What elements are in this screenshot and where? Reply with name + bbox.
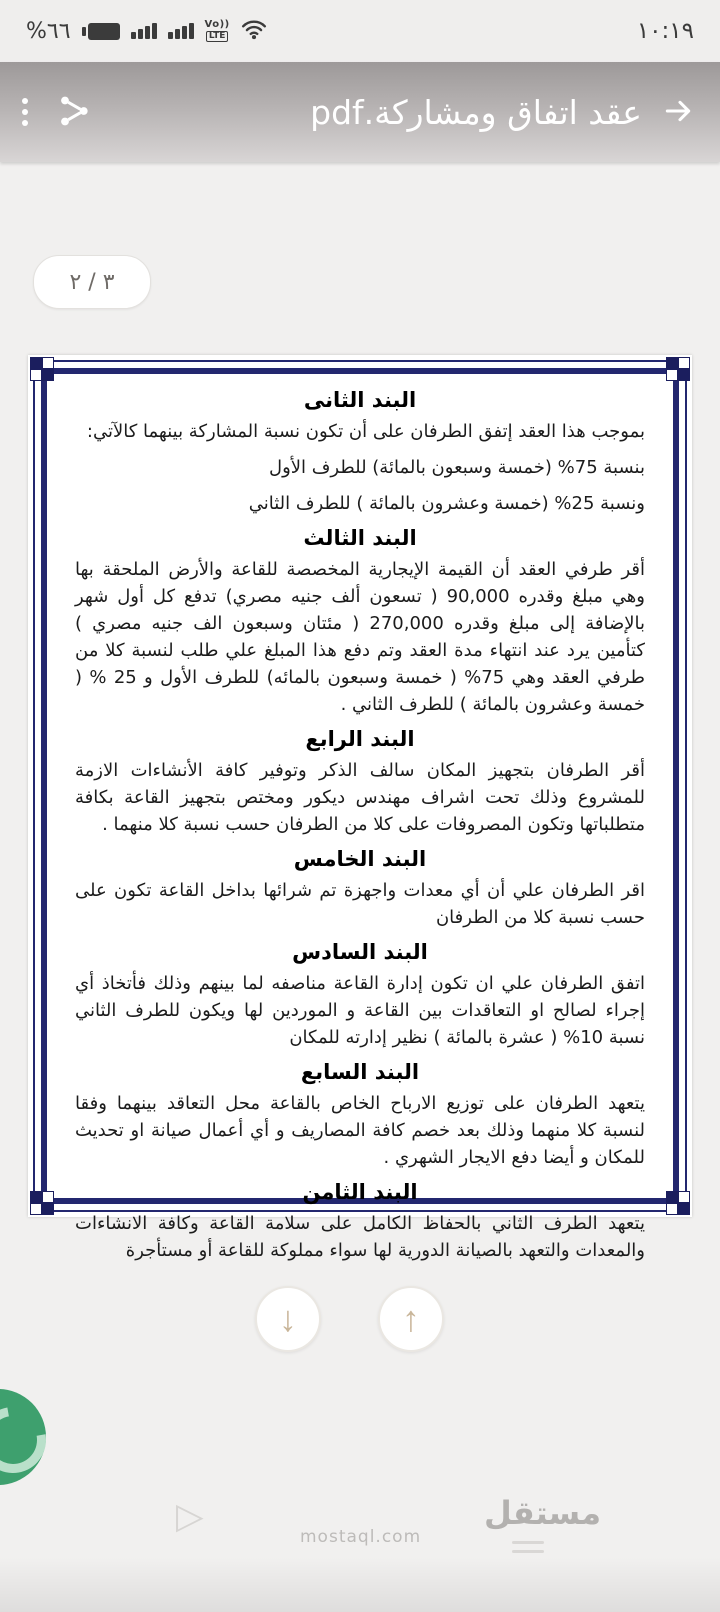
clause-heading: البند الثامن: [302, 1180, 418, 1204]
clause-sixth: [75, 940, 645, 1051]
status-icons-cluster: [26, 18, 267, 44]
clause-paragraph: ونسبة 25% (خمسة وعشرون بالمائة ) للطرف الثاني: [248, 493, 645, 514]
next-page-button[interactable]: [255, 1286, 321, 1352]
back-arrow-icon: [658, 95, 698, 130]
clause-paragraph: أقر الطرفان بتجهيز المكان سالف الذكر وتوفير كافة الأنشاءات الازمة للمشروع وذلك تحت اشراف مهندس ديكور ومختص بتجهيز القاعة بكافة متطلباتها وتكون المصروفات على كلا من الطرفان حسب نسبة كلا منهما .: [75, 760, 645, 835]
clause-heading: البند السابع: [300, 1060, 420, 1084]
signal-bars-icon-sim2: [168, 23, 194, 39]
down-arrow-icon: ↓: [279, 1298, 297, 1339]
clause-paragraph: بنسبة 75% (خمسة وسبعون بالمائة) للطرف الأول: [269, 457, 645, 478]
clause-paragraph: اتفق الطرفان علي ان تكون إدارة القاعة مناصفه لما بينهم وذلك فأتخاذ أي إجراء لصالح او التعاقدات بين القاعة و الموردين لها ويكون للطرف الثاني نسبة 10% ( عشرة بالمائة ) نظير إدارته للمكان: [75, 973, 645, 1048]
overflow-menu-icon: [22, 98, 28, 126]
status-bar: [0, 0, 720, 62]
clause-eighth: [75, 1180, 645, 1264]
watermark-domain: mostaql.com: [300, 1527, 422, 1547]
clause-paragraph: يتعهد الطرف الثاني بالحفاظ الكامل على سلامة القاعة وكافة الانشاءات والمعدات والتعهد بالصيانة الدورية لها سواء مملوكة للقاعة أو مستأجرة: [75, 1213, 645, 1261]
bottom-shade: [0, 1557, 720, 1612]
signal-bars-icon: [131, 23, 157, 39]
clause-paragraph: بموجب هذا العقد إتفق الطرفان على أن تكون نسبة المشاركة بينهما كالآتي:: [86, 421, 645, 442]
mostaql-logo-badge: [0, 1389, 46, 1485]
volte-bottom-label: LTE: [206, 31, 229, 42]
back-button[interactable]: [658, 95, 698, 130]
clause-third: [75, 526, 645, 718]
volte-icon: [205, 20, 230, 42]
clock: ١٠:١٩: [636, 18, 694, 44]
play-icon: ▷: [176, 1496, 204, 1537]
clause-heading: البند الخامس: [293, 847, 427, 871]
previous-page-button[interactable]: [378, 1286, 444, 1352]
watermark-brand: مستقل: [484, 1494, 602, 1532]
battery-percent: ٦٦%: [26, 18, 71, 44]
clause-paragraph: يتعهد الطرفان على توزيع الارباح الخاص بالقاعة محل التعاقد بينهما وفقا لنسبة كلا منهما وذلك بعد خصم كافة المصاريف و أي أعمال صيانة او تحديث للمكان و أيضا دفع الايجار الشهري .: [75, 1093, 645, 1168]
document-body: [47, 374, 673, 1261]
clause-heading: البند الثالث: [303, 526, 417, 550]
clause-heading: البند الثانى: [303, 388, 417, 412]
volte-top-label: Vo)): [204, 19, 230, 30]
battery-icon: [82, 23, 120, 40]
share-button[interactable]: [56, 93, 92, 132]
wifi-icon: [241, 18, 267, 44]
clause-fifth: [75, 847, 645, 931]
clause-seventh: [75, 1060, 645, 1171]
clause-heading: البند السادس: [292, 940, 428, 964]
clause-fourth: [75, 727, 645, 838]
clause-paragraph: اقر الطرفان علي أن أي معدات واجهزة تم شرائها بداخل القاعة تكون على حسب نسبة كلا من الطرفان: [75, 880, 645, 928]
app-bar: [0, 62, 720, 162]
menu-lines-icon: [512, 1541, 544, 1553]
clause-heading: البند الرابع: [305, 727, 415, 751]
clause-second: [75, 388, 645, 517]
overflow-menu-button[interactable]: [22, 98, 56, 126]
up-arrow-icon: ↑: [402, 1298, 420, 1339]
document-title: عقد اتفاق ومشاركة.pdf: [310, 92, 642, 132]
share-icon: [56, 93, 92, 132]
page-indicator: ٣ / ٢: [33, 255, 151, 309]
clause-paragraph: أقر طرفي العقد أن القيمة الإيجارية المخصصة للقاعة والأرض الملحقة بها وهي مبلغ وقدره 90,000 ( تسعون ألف جنيه مصري) تدفع كل أول شهر بالإضافة إلى مبلغ وقدره 270,000 ( مئتان وسبعون الف جنيه مصري ) كتأمين يرد عند انتهاء مدة العقد وتم دفع هذا المبلغ علي طلب لنسبة كلا من طرفي العقد وهي 75% ( خمسة وسبعون بالمائه) للطرف الأول و 25 % ( خمسة وعشرون بالمائة ) للطرف الثاني .: [75, 559, 645, 715]
pdf-page[interactable]: [28, 355, 692, 1261]
